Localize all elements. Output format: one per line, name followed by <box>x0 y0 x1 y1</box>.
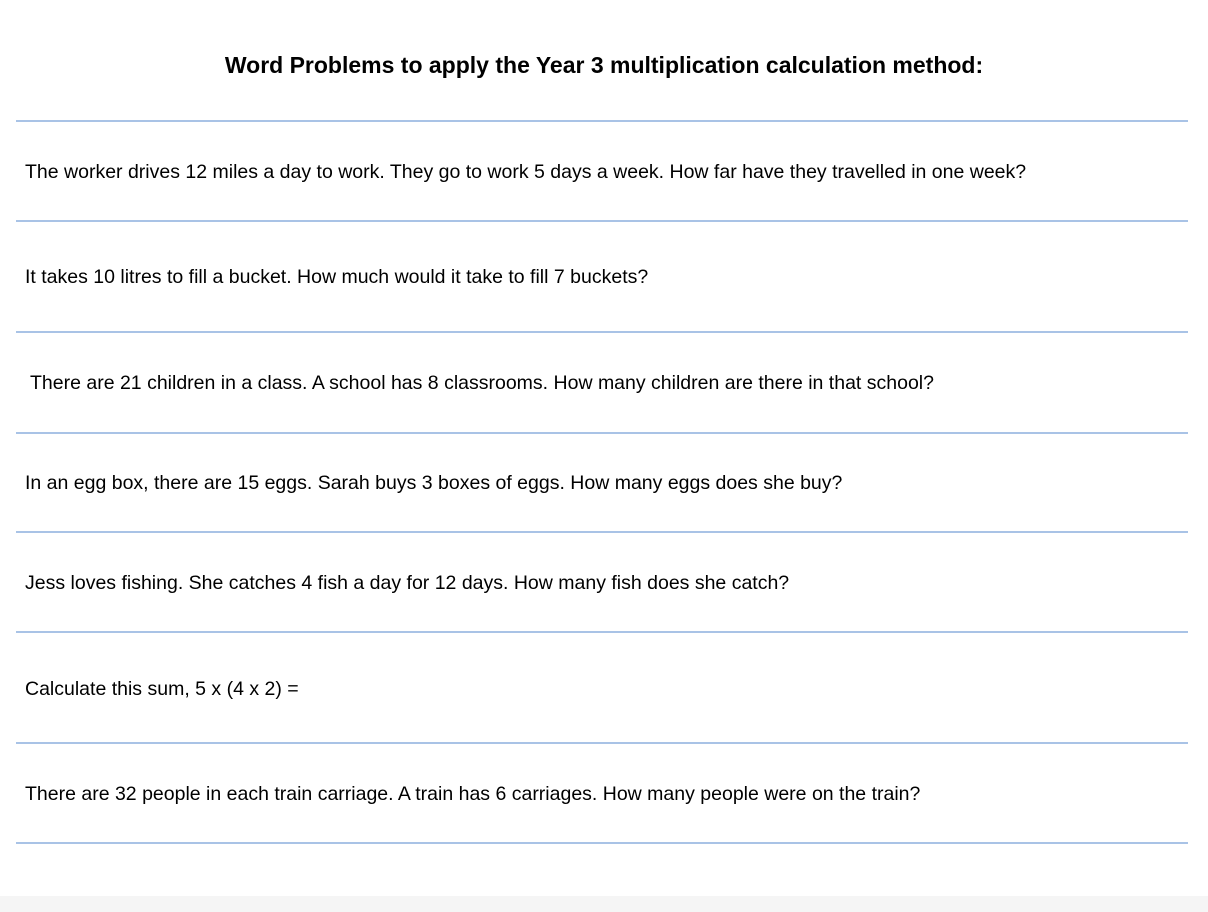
problem-1: The worker drives 12 miles a day to work. They go to work 5 days a week. How far have they travelled in one week? <box>25 161 1027 183</box>
answer-line <box>16 220 1188 222</box>
answer-line <box>16 631 1188 633</box>
answer-line <box>16 531 1188 533</box>
problem-4: In an egg box, there are 15 eggs. Sarah buys 3 boxes of eggs. How many eggs does she buy? <box>25 472 843 494</box>
problem-6: Calculate this sum, 5 x (4 x 2) = <box>25 678 299 700</box>
answer-line <box>16 331 1188 333</box>
answer-line <box>16 842 1188 844</box>
problem-3: There are 21 children in a class. A school has 8 classrooms. How many children are there in that school? <box>30 372 934 394</box>
problem-7: There are 32 people in each train carriage. A train has 6 carriages. How many people were on the train? <box>25 783 921 805</box>
problem-2: It takes 10 litres to fill a bucket. How much would it take to fill 7 buckets? <box>25 266 649 288</box>
answer-line <box>16 742 1188 744</box>
answer-line <box>16 432 1188 434</box>
answer-line <box>16 120 1188 122</box>
page-bottom-edge <box>0 896 1208 912</box>
page-title: Word Problems to apply the Year 3 multiplication calculation method: <box>224 52 984 78</box>
problem-5: Jess loves fishing. She catches 4 fish a day for 12 days. How many fish does she catch? <box>25 572 790 594</box>
